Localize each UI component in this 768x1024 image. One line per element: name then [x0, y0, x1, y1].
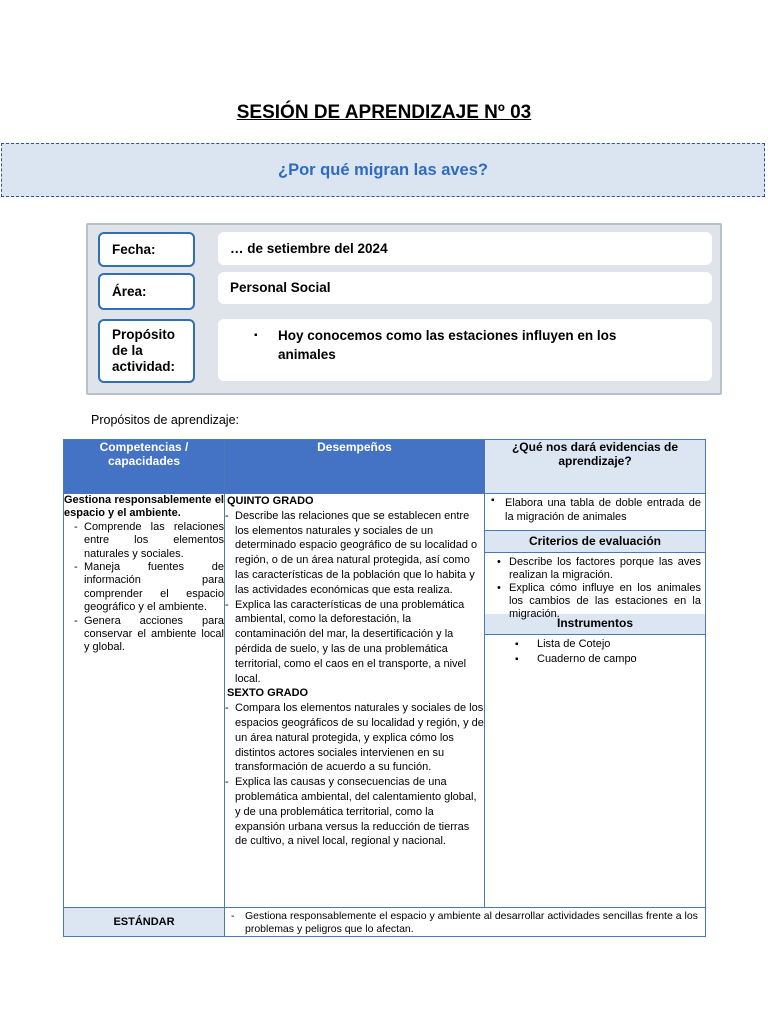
list-item: - Compara los elementos naturales y sociales de los espacios geográficos de su localidad y región, y de un área natural protegida, y explica cómo los distintos actores sociales intervienen en su transformación de acuerdo a su función.: [225, 701, 484, 775]
proposito-label: Propósito de la actividad:: [98, 319, 195, 383]
list-item: - Maneja fuentes de información para comprender el espacio geográfico y el ambiente.: [64, 561, 224, 615]
header-evidencias: ¿Qué nos dará evidencias de aprendizaje?: [485, 440, 706, 494]
list-item: • Explica cómo influye en los animales los cambios de las estaciones en la migración.: [485, 582, 705, 621]
grade-sexto: SEXTO GRADO: [227, 687, 309, 700]
criterios-header: Criterios de evaluación: [485, 530, 705, 553]
list-item: ▪ Lista de Cotejo: [485, 637, 705, 652]
info-panel: [86, 223, 722, 395]
competencias-cell: [64, 494, 225, 908]
list-item: - Explica las causas y consecuencias de una problemática ambiental, del calentamiento global, y de una problemática territorial, como la expansión urbana versus la reducción de tierras de cultivo, a nivel local, regional y nacional.: [225, 775, 484, 849]
question-banner: [1, 143, 765, 197]
question-text: ¿Por qué migran las aves?: [278, 160, 488, 179]
estandar-cell: [225, 908, 706, 937]
quinto-list: [225, 509, 484, 687]
estandar-text: Gestiona responsablemente el espacio y ambiente al desarrollar actividades sencillas frente a los problemas y peligros que lo afectan.: [245, 910, 698, 935]
header-desempenos: Desempeños: [225, 440, 485, 494]
list-item: • Describe los factores porque las aves realizan la migración.: [485, 556, 705, 582]
grade-quinto: QUINTO GRADO: [227, 495, 314, 507]
sexto-list: [225, 701, 484, 849]
list-item: - Comprende las relaciones entre los elementos naturales y sociales.: [64, 521, 224, 561]
evidencia-item: ▪ Elabora una tabla de doble entrada de la migración de animales: [485, 494, 705, 530]
area-label: Área:: [98, 273, 195, 310]
proposito-value-box: [218, 319, 712, 381]
learning-table: [63, 439, 706, 937]
area-value: Personal Social: [218, 272, 712, 304]
list-item: - Explica las características de una problemática ambiental, como la deforestación, la contaminación del mar, la desertificación y la pérdida de suelo, y las de una problemática territorial, como el caos en el transporte, a nivel local.: [225, 598, 484, 687]
capacidades-list: [64, 521, 224, 655]
desempenos-cell: [225, 494, 485, 908]
page-title: SESIÓN DE APRENDIZAJE Nº 03: [236, 102, 532, 123]
list-item: - Describe las relaciones que se establecen entre los elementos naturales y sociales de un determinado espacio geográfico de su localidad o región, o de un área natural protegida, así como las características de la población que lo habita y las actividades económicas que esta realiza.: [225, 509, 484, 598]
instrumentos-header: Instrumentos: [485, 614, 705, 635]
section-label: Propósitos de aprendizaje:: [91, 413, 240, 427]
fecha-value: … de setiembre del 2024: [218, 232, 712, 265]
estandar-label: ESTÁNDAR: [64, 908, 225, 937]
header-competencias: Competencias / capacidades: [64, 440, 225, 494]
estandar-item: [231, 910, 701, 936]
criterios-list: [485, 553, 705, 620]
proposito-value: Hoy conocemos como las estaciones influyen en los animales: [278, 328, 617, 362]
dash-icon: -: [231, 910, 235, 922]
instrumentos-list: [485, 635, 705, 667]
fecha-label: Fecha:: [98, 232, 195, 267]
list-item: - Genera acciones para conservar el ambiente local y global.: [64, 615, 224, 655]
bullet-icon: ▪: [254, 330, 258, 341]
evidencias-cell: [485, 494, 706, 908]
list-item: ▪ Cuaderno de campo: [485, 652, 705, 667]
competencia-title: Gestiona responsablemente el espacio y el ambiente.: [64, 494, 224, 520]
